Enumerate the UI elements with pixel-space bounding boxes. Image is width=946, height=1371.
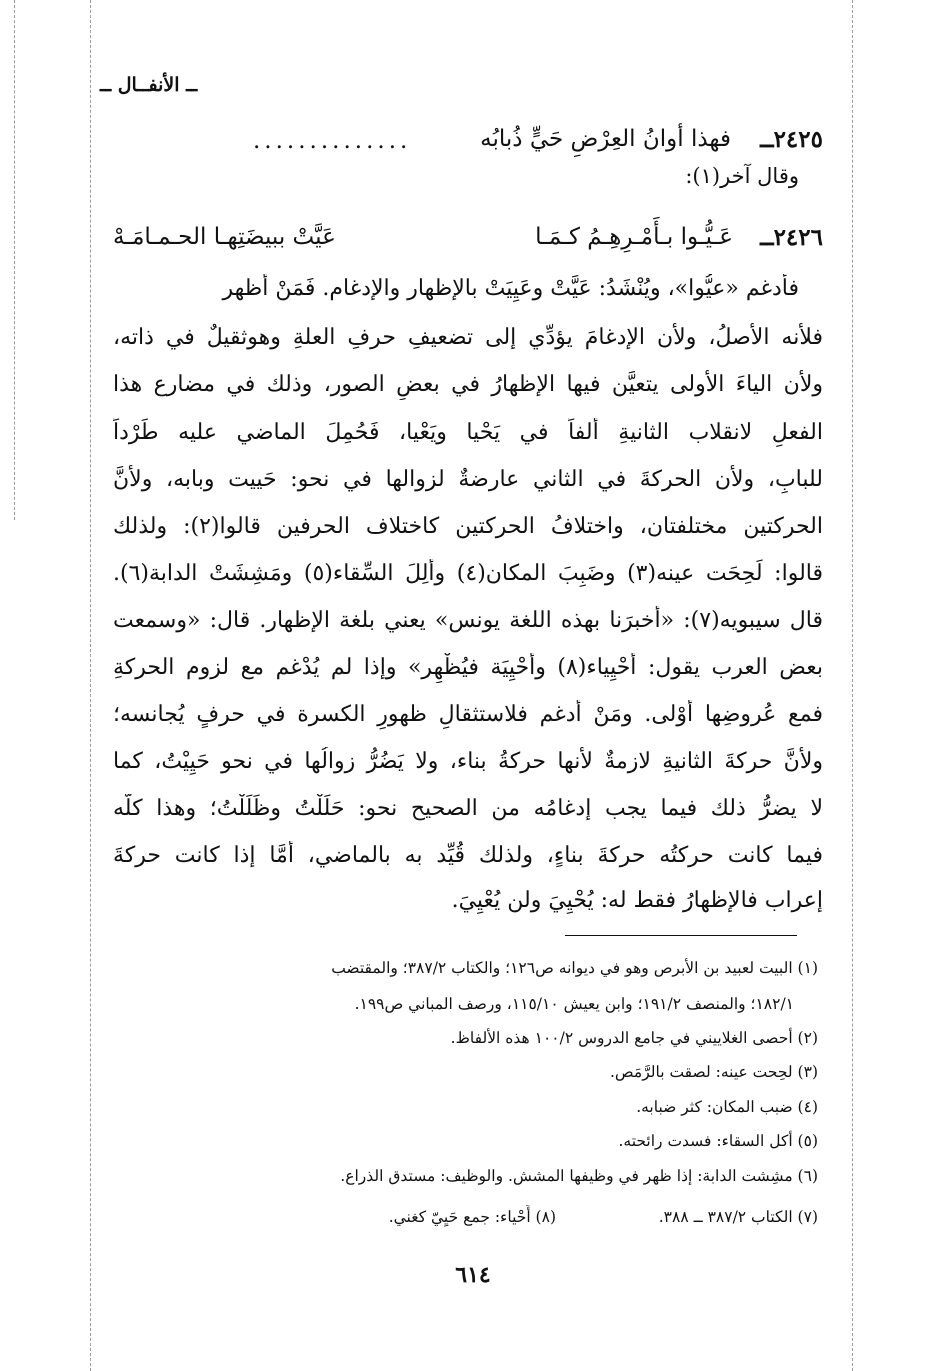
body-line: فيما كانت حركتُه حركةَ بناءٍ، ولذلك قُيِّد به بالماضي، أمَّا إذا كانت حركةَ [113, 843, 823, 868]
footnote: (٥) أكل السقاء: فسدت رائحته. [618, 1132, 818, 1150]
body-line: فأدغم «عيُّوا»، ويُنْشَدُ: عَيَّتْ وعَيِيَتْ بالإظهار والإدغام. فَمَنْ أظهر [222, 276, 799, 301]
verse-second-hemistich: عَيَّتْ ببيضَتِهـا الحـمـامَـهْ [113, 224, 336, 250]
body-line: إعراب فالإظهارُ فقط له: يُحْيِيَ ولن يُعْيِيَ. [451, 888, 823, 913]
footnote-continuation: ١٨٢/١؛ والمنصف ١٩١/٢؛ وابن يعيش ١١٥/١٠، ورصف المباني ص١٩٩. [354, 995, 794, 1013]
body-line: فمع عُروضِها أَوْلى. ومَنْ أدغم فلاستثقالِ ظهورِ الكسرة في حرفٍ يُجانسه؛ [113, 702, 823, 727]
footnote-separator [565, 935, 797, 936]
crop-line-left-outer [14, 0, 15, 520]
verse-number: ٢٤٢٥ــ [760, 126, 823, 153]
body-line: قالوا: لَحِحَت عينه(٣) وضَبِبَ المكان(٤) وأَلِلَ السِّقاء(٥) ومَشِشَتْ الدابة(٦). [113, 561, 823, 586]
crop-line-left [90, 0, 91, 1371]
footnote: (٤) ضبب المكان: كثر ضبابه. [636, 1098, 818, 1116]
verse-2426 [113, 224, 823, 260]
crop-line-right [852, 0, 853, 1371]
verse-2425 [123, 126, 823, 160]
body-line: الحركتين مختلفتان، واختلافُ الحركتين كاختلاف الحرفين قالوا(٢): ولذلك [113, 514, 823, 539]
footnote: (٢) أحصى الغلاييني في جامع الدروس ١٠٠/٢ هذه الألفاظ. [450, 1029, 818, 1047]
body-line: فلأنه الأصلُ، ولأن الإدغامَ يؤدِّي إلى تضعيفِ حرفِ العلةِ وهوثقيلٌ في ذاته، [113, 325, 823, 350]
body-line: لا يضرُّ ذلك فيما يجب إدغامُه من الصحيح نحو: حَلَلْتُ وظَلَلْتُ؛ وهذا كلُّه [113, 796, 823, 821]
body-line: ولأنَّ حركةَ الثانيةِ لازمةٌ لأنها حركةُ بناء، ولا يَضُرُّ زوالُها في نحو حَيِيْتُ، كما [113, 749, 823, 774]
verse-hemistich: فهذا أوانُ العِرْضِ حَيٍّ ذُبابُه [480, 126, 731, 152]
verse-intro: وقال آخر(١): [685, 164, 799, 188]
verse-dots: .............. [253, 128, 412, 154]
page-number: ٦١٤ [455, 1262, 491, 1288]
body-line: قال سيبويه(٧): «أخبرَنا بهذه اللغة يونس» يعني بلغة الإظهار. قال: «وسمعت [113, 608, 823, 633]
verse-number: ٢٤٢٦ــ [760, 224, 823, 251]
body-line: ولأن الياءَ الأولى يتعيَّن فيها الإظهارُ في بعضِ الصور، وذلك في مضارع هذا [113, 372, 823, 397]
footnote: (٦) مشِشت الدابة: إذا ظهر في وظيفها المشش. والوظيف: مستدق الذراع. [340, 1167, 818, 1185]
footnote: (٣) لحِحت عينه: لصقت بالرَّمَص. [610, 1063, 818, 1081]
body-line: للبابِ، ولأن الحركةَ في الثاني عارضةٌ لزوالها في نحو: حَييت وبابه، ولأنَّ [113, 467, 823, 492]
body-line: بعض العرب يقول: أَحْيِياء(٨) وأَحْيِيَة فيُظْهِر» وإذا لم يُدْغم مع لزوم الحركةِ [113, 655, 823, 680]
verse-first-hemistich: عَـيُّـوا بـأَمْـرِهِـمُ كـمَـا [535, 224, 733, 250]
footnote: (٧) الكتاب ٣٨٧/٢ ــ ٣٨٨. [658, 1208, 818, 1226]
body-line: الفعلِ لانقلاب الثانيةِ ألفاً في يَحْيا ويَعْيا، فَحُمِلَ الماضي عليه طَرْداً [113, 420, 823, 445]
running-title: ــ الأنفــال ــ [100, 74, 198, 96]
footnote: (١) البيت لعبيد بن الأبرص وهو في ديوانه ص١٢٦؛ والكتاب ٣٨٧/٢؛ والمقتضب [331, 959, 818, 977]
footnote: (٨) أَحْياء: جمع حَيِيّ كغني. [388, 1208, 556, 1226]
